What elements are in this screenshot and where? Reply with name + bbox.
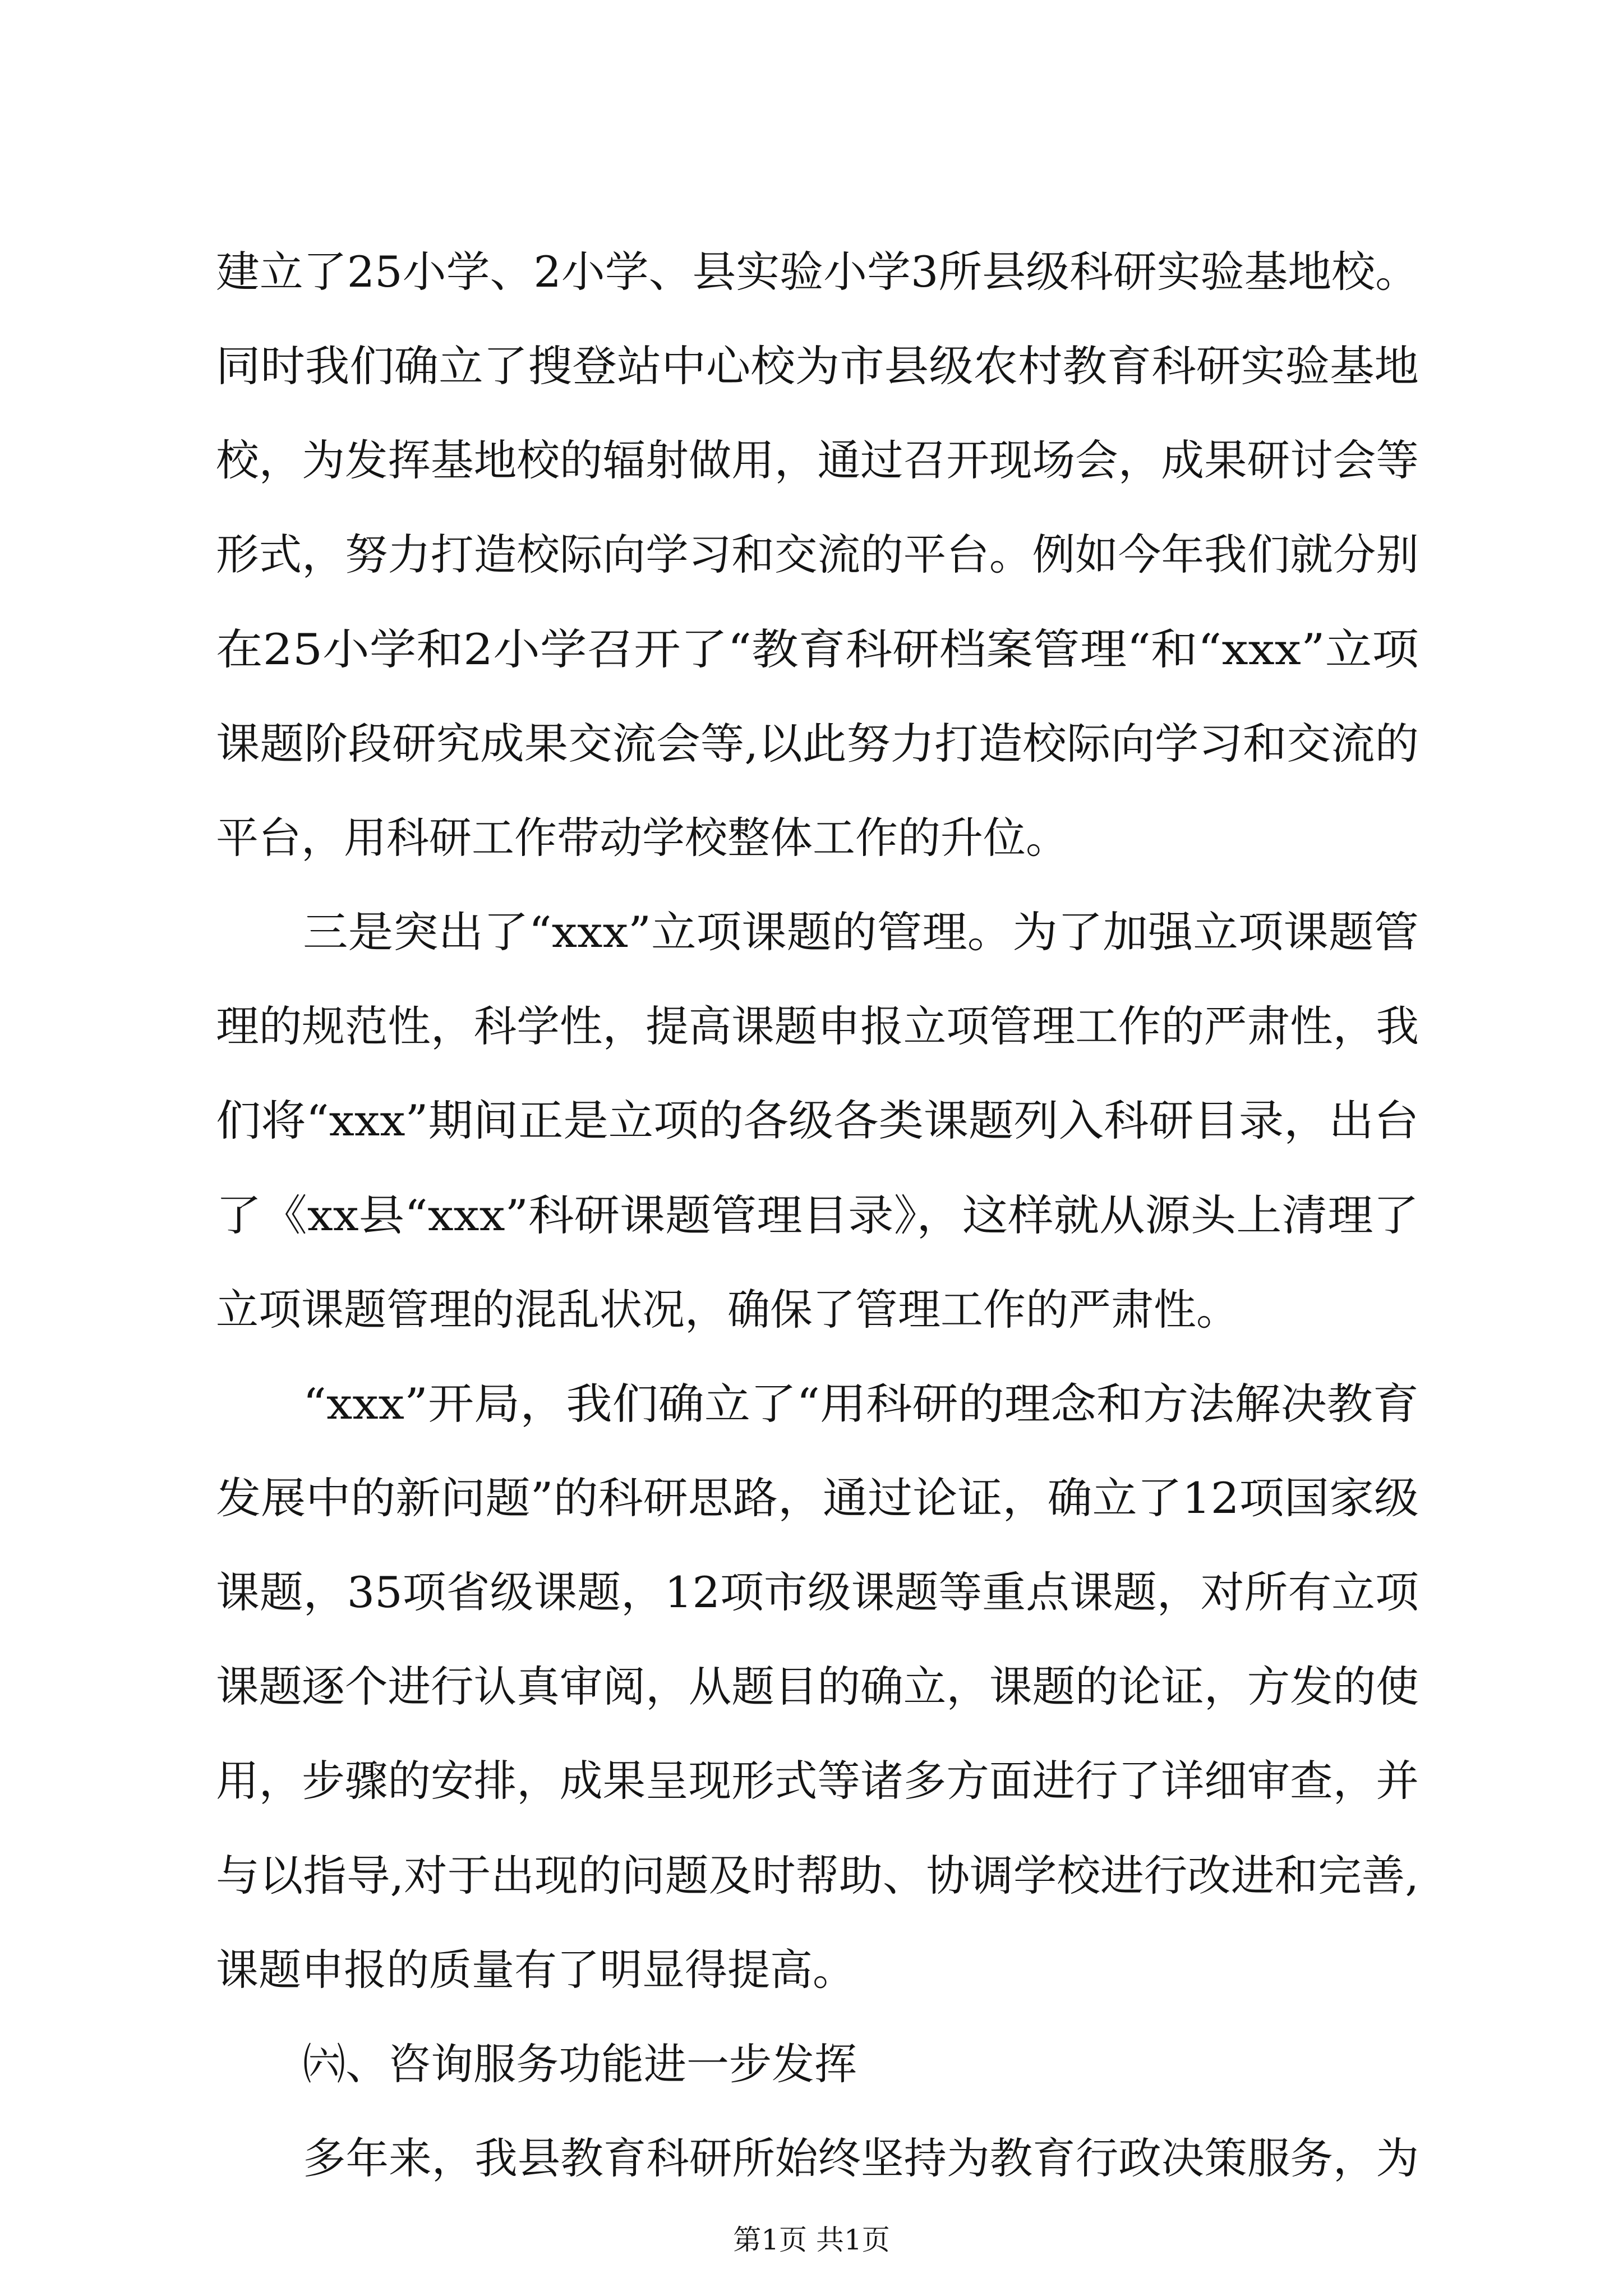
text-line (0, 1262, 1623, 1358)
line-text: 课题，35项省级课题，12项市级课题等重点课题，对所有立项 (216, 1567, 1419, 1617)
line-text: 发展中的新问题”的科研思路，通过论证，确立了12项国家级 (216, 1473, 1419, 1523)
line-text: 多年来，我县教育科研所始终坚持为教育行政决策服务，为 (303, 2133, 1419, 2183)
line-text: ㈥、咨询服务功能进一步发挥 (303, 2039, 857, 2089)
line-text: 课题逐个进行认真审阅，从题目的确立，课题的论证，方发的使 (216, 1662, 1419, 1711)
line-text: 了《xx县“xxx”科研课题管理目录》，这样就从源头上清理了 (216, 1190, 1419, 1240)
section-heading (0, 2017, 1623, 2112)
page-footer: 第1页 共1页 (733, 2224, 890, 2256)
line-text: 立项课题管理的混乱状况，确保了管理工作的严肃性。 (216, 1285, 1239, 1335)
text-line (0, 319, 1623, 414)
line-text: 课题申报的质量有了明显得提高。 (216, 1945, 855, 1995)
text-line (0, 1356, 1623, 1452)
text-line (0, 1828, 1623, 1924)
line-text: 在25小学和2小学召开了“教育科研档案管理“和“xxx”立项 (216, 624, 1419, 674)
line-text: “xxx”开局，我们确立了“用科研的理念和方法解决教育 (303, 1379, 1419, 1429)
text-line (0, 2111, 1623, 2206)
line-text: 形式，努力打造校际向学习和交流的平台。例如今年我们就分别 (216, 530, 1419, 579)
line-text: 建立了25小学、2小学、县实验小学3所县级科研实验基地校。 (216, 247, 1419, 297)
text-line (0, 1073, 1623, 1168)
text-line (0, 1545, 1623, 1640)
line-text: 平台，用科研工作带动学校整体工作的升位。 (216, 813, 1068, 863)
text-line (0, 602, 1623, 697)
text-line (0, 1451, 1623, 1546)
text-line (0, 696, 1623, 792)
text-line (0, 885, 1623, 980)
line-text: 用，步骤的安排，成果呈现形式等诸多方面进行了详细审查，并 (216, 1756, 1419, 1806)
text-line (0, 413, 1623, 508)
line-text: 同时我们确立了搜登站中心校为市县级农村教育科研实验基地 (216, 341, 1419, 391)
text-line (0, 1922, 1623, 2018)
line-text: 与以指导,对于出现的问题及时帮助、协调学校进行改进和完善, (216, 1851, 1419, 1901)
text-line (0, 790, 1623, 886)
text-line (0, 1168, 1623, 1263)
line-text: 们将“xxx”期间正是立项的各级各类课题列入科研目录，出台 (216, 1096, 1419, 1145)
text-line (0, 1733, 1623, 1829)
text-line (0, 1639, 1623, 1734)
text-line (0, 507, 1623, 602)
line-text: 理的规范性，科学性，提高课题申报立项管理工作的严肃性，我 (216, 1001, 1419, 1051)
text-line (0, 979, 1623, 1074)
line-text: 课题阶段研究成果交流会等,以此努力打造校际向学习和交流的 (216, 719, 1419, 769)
line-text: 三是突出了“xxx”立项课题的管理。为了加强立项课题管 (303, 907, 1419, 957)
text-line (0, 224, 1623, 320)
line-text: 校，为发挥基地校的辐射做用，通过召开现场会，成果研讨会等 (216, 435, 1419, 485)
